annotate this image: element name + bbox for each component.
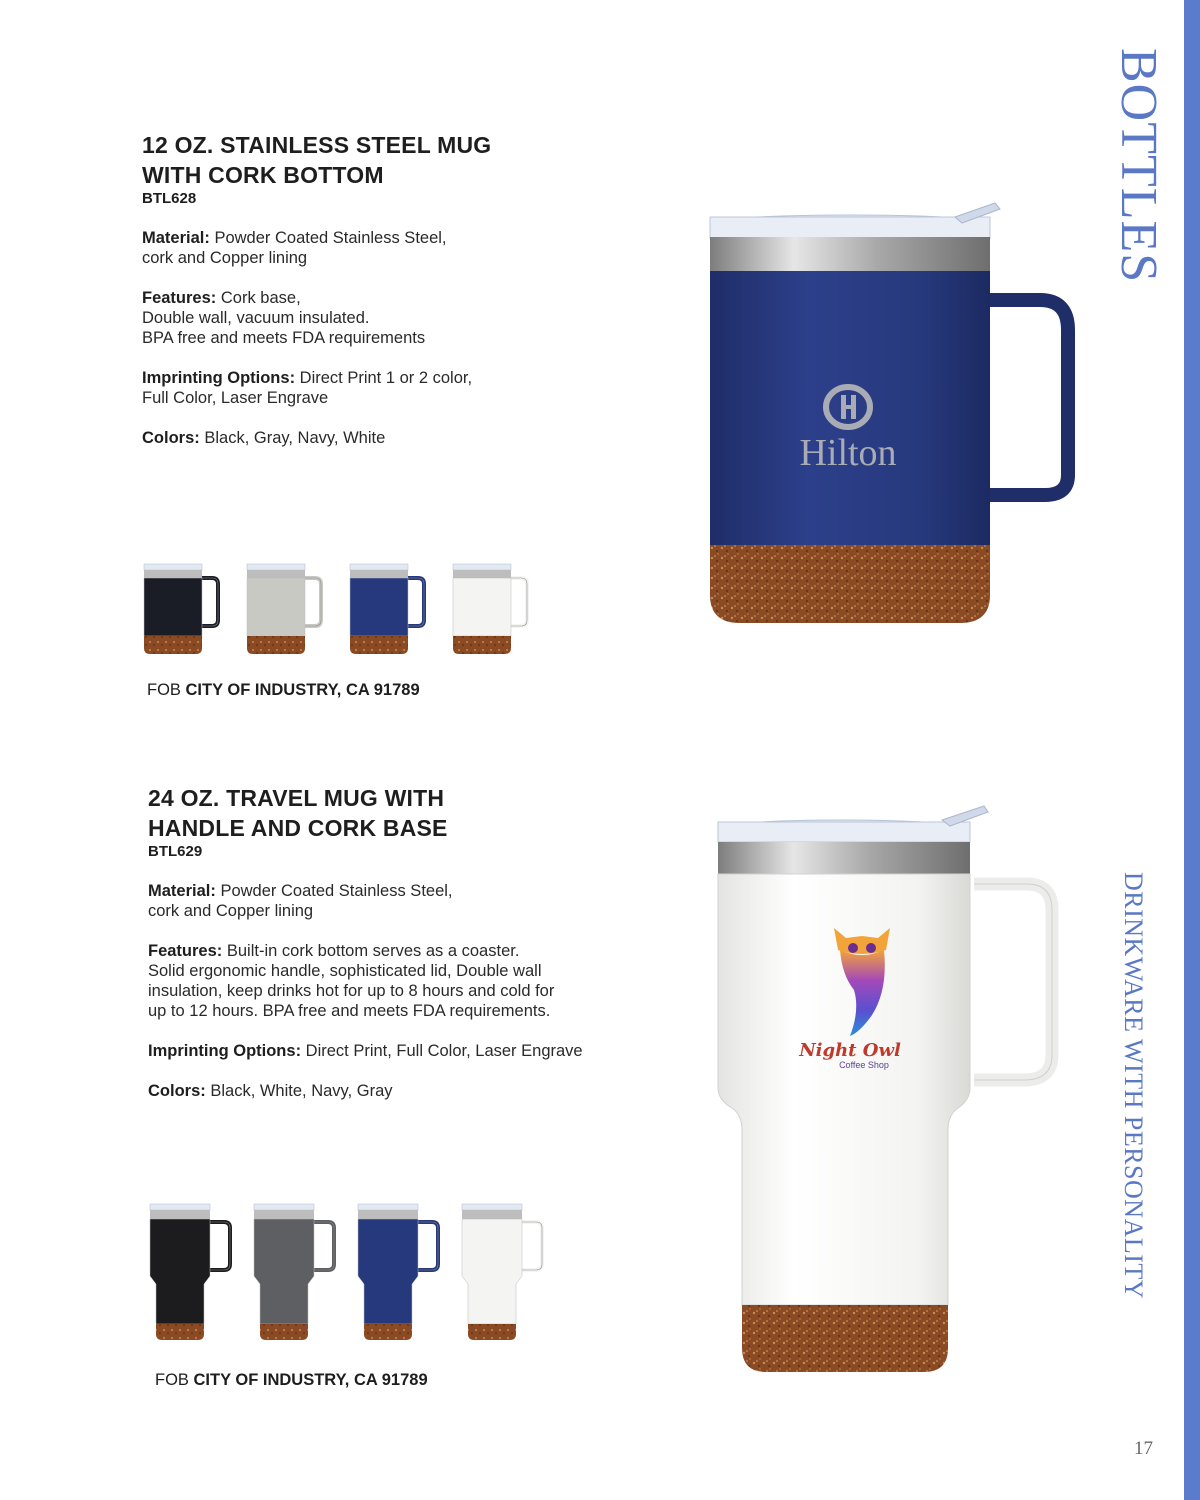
page-number: 17 — [1134, 1438, 1153, 1459]
product-title: 24 OZ. TRAVEL MUG WITH HANDLE AND CORK BASE — [148, 785, 448, 841]
svg-text:Coffee Shop: Coffee Shop — [839, 1060, 889, 1070]
color-swatch-mug — [449, 560, 539, 660]
spec-material: Material: Powder Coated Stainless Steel, cork and Copper lining — [142, 229, 447, 267]
product-sku: BTL628 — [142, 190, 197, 207]
product-title: 12 OZ. STAINLESS STEEL MUG WITH CORK BOTTOM — [142, 132, 492, 188]
spec-imprinting: Imprinting Options: Direct Print 1 or 2 color, Full Color, Laser Engrave — [142, 369, 473, 407]
hero-mug-navy-image — [700, 195, 1080, 630]
svg-text:Night Owl: Night Owl — [799, 1040, 901, 1061]
color-swatch-mug — [250, 1200, 342, 1345]
color-swatch-mug — [354, 1200, 446, 1345]
spec-features: Features: Built-in cork bottom serves as a coaster. Solid ergonomic handle, sophisticated lid, Double wall insulation, keep drinks hot for up to 8 hours and cold for up to 12 hours. BPA free and meets FDA requirements. — [148, 942, 555, 1020]
spec-imprinting: Imprinting Options: Direct Print, Full Color, Laser Engrave — [148, 1042, 583, 1060]
product-sku: BTL629 — [148, 843, 203, 860]
color-swatch-mug — [458, 1200, 550, 1345]
spec-colors: Colors: Black, Gray, Navy, White — [142, 429, 386, 447]
fob-info: FOB CITY OF INDUSTRY, CA 91789 — [155, 1371, 428, 1389]
color-swatch-mug — [140, 560, 230, 660]
color-swatches-btl628 — [140, 560, 540, 660]
color-swatches-btl629 — [146, 1200, 556, 1345]
product-btl628 — [142, 130, 662, 468]
color-swatch-mug — [346, 560, 436, 660]
hilton-logo: Hilton — [799, 432, 897, 474]
color-swatch-mug — [243, 560, 333, 660]
spec-features: Features: Cork base, Double wall, vacuum insulated. BPA free and meets FDA requirements — [142, 289, 426, 347]
fob-info: FOB CITY OF INDUSTRY, CA 91789 — [147, 681, 420, 699]
catalog-tagline: DRINKWARE WITH PERSONALITY — [1119, 872, 1148, 1300]
spec-material: Material: Powder Coated Stainless Steel, cork and Copper lining — [148, 882, 453, 920]
product-btl629 — [148, 783, 688, 1121]
sidebar-accent-bar — [1184, 0, 1200, 1500]
spec-colors: Colors: Black, White, Navy, Gray — [148, 1082, 393, 1100]
hero-mug-white-image — [712, 800, 1072, 1380]
section-title: BOTTLES — [1110, 48, 1167, 284]
color-swatch-mug — [146, 1200, 238, 1345]
